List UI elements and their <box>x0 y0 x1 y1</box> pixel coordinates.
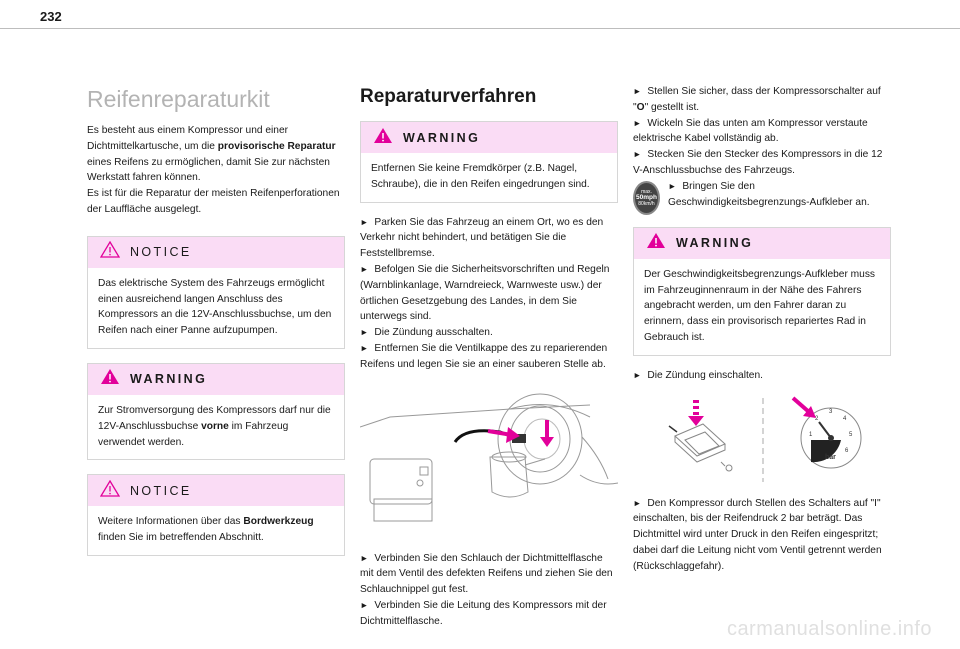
warning-triangle-icon <box>100 368 120 390</box>
intro-paragraph: Es besteht aus einem Kompressor und einer Dichtmittelkartusche, um die provisorische Reparatur eines Reifens zu ermöglichen, damit Sie zur nächsten Werkstatt fahren können. Es ist für die Reparatur der meisten Reifenperforationen der Lauffläche ausgelegt. <box>87 125 340 215</box>
gauge-tick: 6 <box>845 447 849 454</box>
warning-box-3: WARNING Der Geschwindigkeitsbegrenzungs-Aufkleber muss im Fahrzeuginnenraum in der Nähe des Fahrers angebracht werden, um den Fahrer daran zu erinnern, dass ein provisorisch repariertes Rad in Gebrauch ist. <box>633 227 891 356</box>
column-3 <box>633 80 891 575</box>
speed-sticker-step: max. 50mph 80km/h ► Bringen Sie den Geschwindigkeitsbegrenzungs-Aufkleber an. <box>633 179 891 215</box>
compressor-on-step: ► Den Kompressor durch Stellen des Schalters auf "I" einschalten, bis der Reifendruck 2 bar beträgt. Das Dichtmittel wird unter Druck in den Reifen eingespritzt; dabei darf die Leitung nicht vom Ventil getrennt werden (Rückschlaggefahr). <box>633 497 882 572</box>
procedure-steps-1: ► Parken Sie das Fahrzeug an einem Ort, wo es den Verkehr nicht behindert, und betätigen Sie die Feststellbremse. ► Befolgen Sie die Sicherheitsvorschriften und Regeln (Warnblinkanlage, Warndreieck, Warnweste usw.) der örtlichen Gesetzgebung des Landes, in dem Sie unterwegs sind. ► Die Zündung ausschalten. ► Entfernen Sie die Ventilkappe des zu reparierenden Reifens und legen Sie sie an einer sauberen Stelle ab. <box>360 216 610 370</box>
warning-triangle-icon <box>646 232 666 254</box>
speed-limit-sticker-icon: max. 50mph 80km/h <box>633 181 660 215</box>
section-title-procedure: Reparaturverfahren <box>360 86 537 107</box>
header-divider <box>0 28 960 29</box>
procedure-steps-2: ► Verbinden Sie den Schlauch der Dichtmittelflasche mit dem Ventil des defekten Reifens und ziehen Sie den Schlauchnippel gut fest. ► Verbinden Sie die Leitung des Kompressors mit der Dichtmittelflasche. <box>360 552 613 627</box>
notice-triangle-icon <box>100 241 120 263</box>
notice-box-2: NOTICE Weitere Informationen über das Bordwerkzeug finden Sie im betreffenden Abschnitt. <box>87 474 345 556</box>
column-2 <box>360 80 618 630</box>
gauge-tick: 3 <box>829 408 833 415</box>
gauge-tick: 4 <box>843 415 847 422</box>
warning-triangle-icon <box>373 127 393 149</box>
ignition-step: ► Die Zündung einschalten. <box>633 369 763 381</box>
watermark: carmanualsonline.info <box>726 618 932 640</box>
warning-box-1: WARNING Zur Stromversorgung des Kompressors darf nur die 12V-Anschlussbuchse vorne im Fahrzeug verwendet werden. <box>87 363 345 460</box>
gauge-tick: 1 <box>809 431 813 438</box>
warning-box-2: WARNING Entfernen Sie keine Fremdkörper (z.B. Nagel, Schraube), die in den Reifen eingedrungen sind. <box>360 121 618 203</box>
notice-box-1: NOTICE Das elektrische System des Fahrzeugs ermöglicht einen ausreichend langen Anschluss des Kompressors an die 12V-Anschlussbuchse, um den Reifen nach einer Panne aufzupumpen. <box>87 236 345 349</box>
section-title-tyre-kit: Reifenreparaturkit <box>87 86 270 112</box>
compressor-connection-illustration <box>360 387 618 537</box>
notice-triangle-icon <box>100 480 120 502</box>
gauge-tick: 2 <box>815 415 819 422</box>
column-1 <box>87 80 345 556</box>
page-number: 232 <box>40 9 62 24</box>
gauge-tick: 5 <box>849 431 853 438</box>
procedure-steps-3: ► Stellen Sie sicher, dass der Kompressorschalter auf "O" gestellt ist. ► Wickeln Sie das unten am Kompressor verstaute elektrische Kabel vollständig ab. ► Stecken Sie den Stecker des Kompressors in die 12 V-Anschlussbuchse des Fahrzeugs. <box>633 86 883 176</box>
gauge-unit: bar <box>825 453 836 461</box>
switch-and-gauge-illustration <box>633 396 891 486</box>
